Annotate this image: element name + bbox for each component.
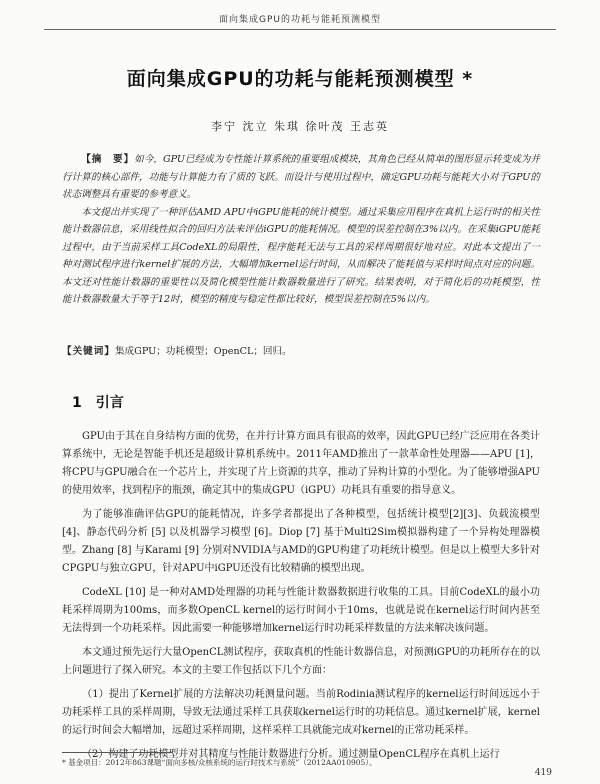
author-list: 李宁 沈立 朱琪 徐叶茂 王志英 — [211, 120, 389, 133]
paper-title: 面向集成GPU的功耗与能耗预测模型 * — [126, 68, 474, 90]
keywords-text: 集成GPU；功耗模型；OpenCL；回归。 — [114, 346, 292, 357]
keywords-label: 【关键词】 — [62, 346, 115, 357]
abstract-label: 【摘 要】 — [81, 154, 135, 165]
body-text — [62, 428, 540, 770]
keywords — [62, 344, 540, 360]
funding-footnote: * 基金项目：2012年863课题“面向多核/众核系统的运行时技术与系统”（2012AA010905）。 — [62, 758, 377, 767]
abstract-paragraph-2: 本文提出并实现了一种评估AMD APU中iGPU能耗的统计模型。通过采集应用程序在真机上运行时的相关性能计数器信息，采用线性拟合的回归方法来评估iGPU的能耗情况。模型的误差控制在3%以内。在采集iGPU能耗过程中，由于当前采样工具CodeXL的局限性，程序能耗无法与工具的采样周期很好地对应。对此本文提出了一种对测试程序进行kernel扩展的方法，大幅增加kernel运行时间，从而解决了能耗值与采样时间点对应的问题。本文还对性能计数器的重要性以及简化模型性能计数器数量进行了研究。结果表明，对于简化后的功耗模型，性能计数器数量大于等于12时，模型的精度与稳定性都比较好，模型误差控制在5%以内。 — [62, 206, 540, 305]
body-paragraph: 本文通过预先运行大量OpenCL测试程序，获取真机的性能计数器信息，对预测iGPU的功耗所存在的以上问题进行了探入研究。本文的主要工作包括以下几个方面： — [62, 647, 540, 676]
section-heading — [72, 392, 124, 412]
body-paragraph: GPU由于其在自身结构方面的优势，在并行计算方面具有很高的效率，因此GPU已经广泛应用在各类计算系统中，无论是智能手机还是超级计算机系统中。2011年AMD推出了一款革命性处理器——APU [1]，将CPU与GPU融合在一个芯片上，并实现了片上资源的共享，推动了异构计算的小型化。为了能够增强APU的使用效率，找到程序的瓶颈，确定其中的集成GPU（iGPU）功耗具有重要的指导意义。 — [62, 431, 540, 496]
body-paragraph: （1）提出了Kernel扩展的方法解决功耗测量问题。当前Rodinia测试程序的kernel运行时间远远小于功耗采样工具的采样周期，导致无法通过采样工具获取kernel运行时的功耗信息。通过kernel扩展，kernel的运行时间会大幅增加，远超过采样周期，这样采样工具就能完成对kernel的正常功耗采样。 — [62, 689, 540, 736]
footnote-divider — [62, 752, 172, 753]
abstract-paragraph-1 — [62, 151, 540, 204]
page-number: 419 — [534, 768, 552, 778]
body-paragraph: CodeXL [10] 是一种对AMD处理器的功耗与性能计数器数据进行收集的工具。目前CodeXL的最小功耗采样周期为100ms，而多数OpenCL kernel的运行时间小于10ms，也就是说在kernel运行时间内甚至无法得到一个功耗采样。因此需要一种能够增加kernel运行时功耗采样数量的方法来解决该问题。 — [62, 587, 540, 634]
abstract-text-1: 如今，GPU已经成为专性能计算系统的重要组成模块，其角色已经从简单的图形显示转变成为并行计算的核心部件，功能与计算能力有了质的飞跃。而设计与使用过程中，确定GPU功耗与能耗大小对于GPU的状态调整具有重要的参考意义。 — [62, 154, 540, 200]
running-head: 面向集成GPU的功耗与能耗预测模型 — [44, 12, 556, 30]
abstract — [62, 151, 540, 309]
section-title: 引言 — [95, 395, 124, 411]
body-paragraph: （2）构建了功耗模型并对其精度与性能计数器进行分析。通过测量OpenCL程序在真机上运行 — [82, 749, 500, 760]
body-paragraph: 为了能够准确评估GPU的能耗情况，许多学者都提出了各种模型，包括统计模型[2][3]、负载流模型 [4]、静态代码分析 [5] 以及机器学习模型 [6]。Diop [7] 基于Multi2Sim模拟器构建了一个异构处理器模型。Zhang [8] 与Karami [9] 分别对NVIDIA与AMD的GPU构建了功耗统计模型。但是以上模型大多针对CPGPU与独立GPU，针对APU中iGPU还没有比较精确的模型出现。 — [62, 509, 540, 574]
section-number: 1 — [72, 395, 82, 411]
